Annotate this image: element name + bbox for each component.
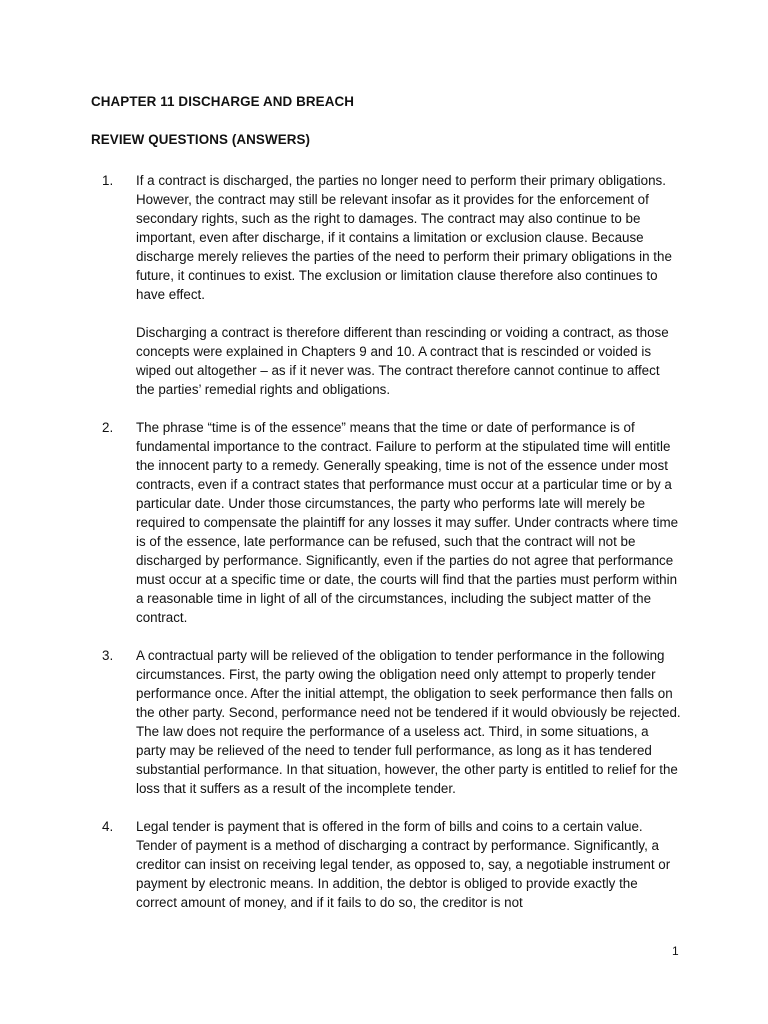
- answer-paragraph: The phrase “time is of the essence” means that the time or date of performance is of fundamental importance to the contract. Failure to perform at the stipulated time will entitle the innocent party to a remedy. Generally speaking, time is not of the essence under most contracts, even if a contract states that performance must occur at a particular time or by a particular date. Under those circumstances, the party who performs late will merely be required to compensate the plaintiff for any losses it may suffer. Under contracts where time is of the essence, late performance can be refused, such that the contract will not be discharged by performance. Significantly, even if the parties do not agree that performance must occur at a specific time or date, the courts will find that the parties must perform within a reasonable time in light of all of the circumstances, including the subject matter of the contract.: [136, 420, 679, 625]
- review-questions-list: [91, 171, 681, 931]
- question-number: 1.: [102, 173, 114, 188]
- answer-paragraph: Legal tender is payment that is offered in the form of bills and coins to a certain value. Tender of payment is a method of discharging a contract by performance. Significantly, a creditor can insist on receiving legal tender, as opposed to, say, a negotiable instrument or payment by electronic means. In addition, the debtor is obliged to provide exactly the correct amount of money, and if it fails to do so, the creditor is not: [136, 819, 671, 910]
- question-1: [91, 171, 681, 399]
- question-number: 3.: [102, 648, 114, 663]
- section-title: REVIEW QUESTIONS (ANSWERS): [91, 132, 311, 147]
- answer-paragraph: Discharging a contract is therefore different than rescinding or voiding a contract, as those concepts were explained in Chapters 9 and 10. A contract that is rescinded or voided is wiped out altogether – as if it never was. The contract therefore cannot continue to affect the parties’ remedial rights and obligations.: [136, 325, 669, 397]
- question-number: 2.: [102, 420, 114, 435]
- question-3: [91, 646, 681, 798]
- question-2: [91, 418, 681, 627]
- chapter-title: CHAPTER 11 DISCHARGE AND BREACH: [91, 94, 355, 109]
- answer-paragraph: A contractual party will be relieved of the obligation to tender performance in the following circumstances. First, the party owing the obligation need only attempt to properly tender performance once. After the initial attempt, the obligation to seek performance then falls on the other party. Second, performance need not be tendered if it would obviously be rejected. The law does not require the performance of a useless act. Third, in some situations, a party may be relieved of the need to tender full performance, as long as it has tendered substantial performance. In that situation, however, the other party is entitled to relief for the loss that it suffers as a result of the incomplete tender.: [136, 648, 681, 796]
- question-4: [91, 817, 681, 912]
- question-number: 4.: [102, 819, 114, 834]
- page-number: 1: [672, 944, 679, 958]
- answer-paragraph: If a contract is discharged, the parties no longer need to perform their primary obligations. However, the contract may still be relevant insofar as it provides for the enforcement of secondary rights, such as the right to damages. The contract may also continue to be important, even after discharge, if it contains a limitation or exclusion clause. Because discharge merely relieves the parties of the need to perform their primary obligations in the future, it continues to exist. The exclusion or limitation clause therefore also continues to have effect.: [136, 173, 672, 302]
